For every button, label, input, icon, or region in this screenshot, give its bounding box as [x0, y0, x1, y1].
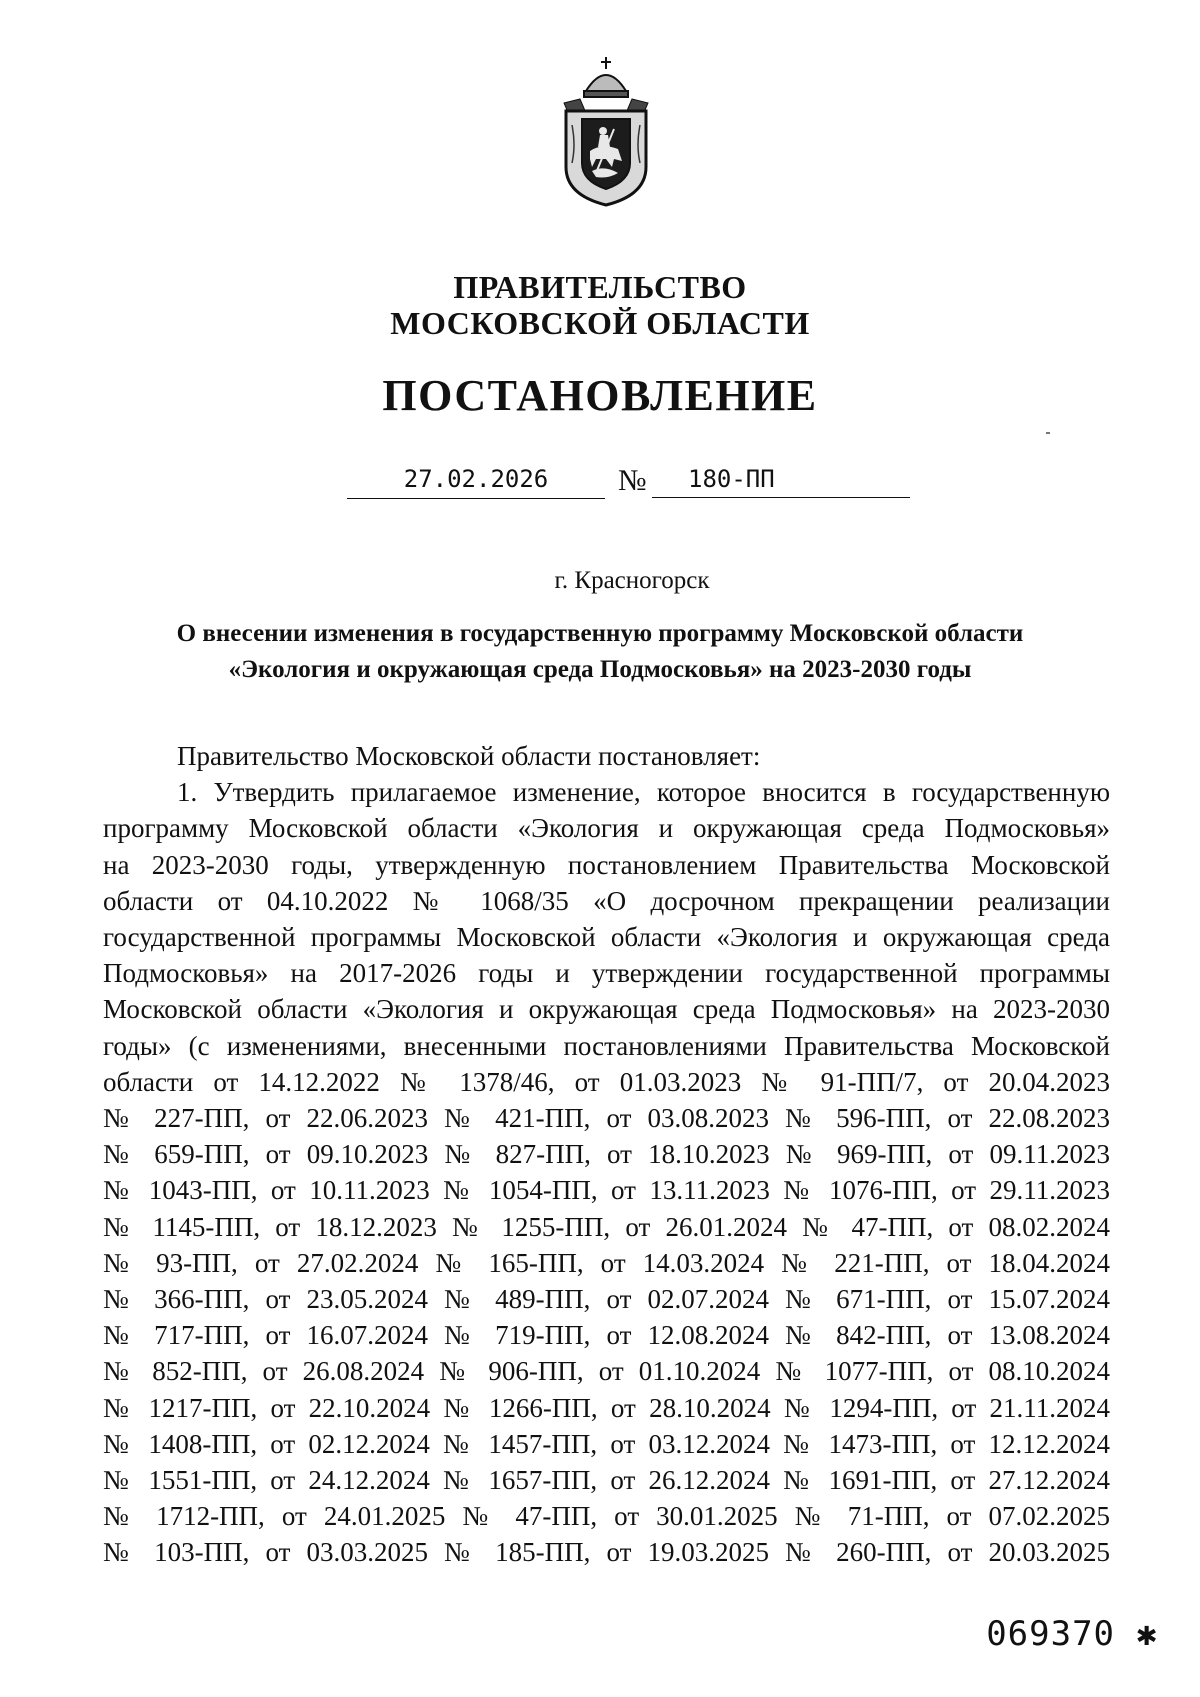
city-of-issue: г. Красногорск: [554, 567, 710, 594]
body-line: Московской области «Экология и окружающая среда Подмосковья» на 2023-2030: [103, 994, 1110, 1025]
body-line: № 717-ПП, от 16.07.2024 № 719-ПП, от 12.08.2024 № 842-ПП, от 13.08.2024: [103, 1320, 1110, 1351]
body-line: № 1712-ПП, от 24.01.2025 № 47-ПП, от 30.01.2025 № 71-ПП, от 07.02.2025: [103, 1501, 1110, 1532]
coat-of-arms-emblem: [556, 55, 656, 207]
body-line: Правительство Московской области постановляет:: [177, 741, 761, 771]
government-name-line-2: МОСКОВСКОЙ ОБЛАСТИ: [390, 305, 810, 341]
serial-number: [986, 1614, 1158, 1654]
document-type: ПОСТАНОВЛЕНИЕ: [382, 371, 818, 420]
body-line: № 1043-ПП, от 10.11.2023 № 1054-ПП, от 13.11.2023 № 1076-ПП, от 29.11.2023: [103, 1175, 1110, 1206]
document-title: [100, 616, 1100, 688]
body-line: № 852-ПП, от 26.08.2024 № 906-ПП, от 01.10.2024 № 1077-ПП, от 08.10.2024: [103, 1356, 1110, 1387]
body-line: № 93-ПП, от 27.02.2024 № 165-ПП, от 14.03.2024 № 221-ПП, от 18.04.2024: [103, 1247, 1110, 1278]
body-line: программу Московской области «Экология и окружающая среда Подмосковья»: [103, 813, 1110, 844]
body-line: № 227-ПП, от 22.06.2023 № 421-ПП, от 03.08.2023 № 596-ПП, от 22.08.2023: [103, 1103, 1110, 1134]
asterisk-icon: ✱: [1136, 1614, 1158, 1654]
body-line: области от 14.12.2022 № 1378/46, от 01.03.2023 № 91-ПП/7, от 20.04.2023: [103, 1066, 1110, 1097]
body-line: государственной программы Московской области «Экология и окружающая среда: [103, 922, 1110, 953]
body-line: № 366-ПП, от 23.05.2024 № 489-ПП, от 02.07.2024 № 671-ПП, от 15.07.2024: [103, 1284, 1110, 1315]
number-sign: №: [618, 464, 647, 497]
body-line: № 1551-ПП, от 24.12.2024 № 1657-ПП, от 26.12.2024 № 1691-ПП, от 27.12.2024: [103, 1465, 1110, 1496]
body-line: № 1408-ПП, от 02.12.2024 № 1457-ПП, от 03.12.2024 № 1473-ПП, от 12.12.2024: [103, 1428, 1110, 1459]
registration-date: 27.02.2026: [347, 460, 605, 499]
document-title-line: «Экология и окружающая среда Подмосковья» на 2023-2030 годы: [228, 656, 972, 683]
scan-speck: [1046, 432, 1050, 434]
registration-number: 180-ПП: [652, 460, 910, 498]
body-line: годы» (с изменениями, внесенными постановлениями Правительства Московской: [103, 1030, 1110, 1061]
body-line: № 1145-ПП, от 18.12.2023 № 1255-ПП, от 26.01.2024 № 47-ПП, от 08.02.2024: [103, 1211, 1110, 1242]
body-line: № 659-ПП, от 09.10.2023 № 827-ПП, от 18.10.2023 № 969-ПП, от 09.11.2023: [103, 1139, 1110, 1170]
serial-number-text: 069370: [986, 1614, 1116, 1654]
body-line: Подмосковья» на 2017-2026 годы и утверждении государственной программы: [103, 958, 1110, 989]
body-line: области от 04.10.2022 № 1068/35 «О досрочном прекращении реализации: [103, 885, 1110, 916]
document-title-line: О внесении изменения в государственную программу Московской области: [176, 620, 1024, 647]
government-name-line-1: ПРАВИТЕЛЬСТВО: [453, 269, 747, 305]
body-line: 1. Утвердить прилагаемое изменение, которое вносится в государственную: [177, 777, 1110, 808]
body-line: № 1217-ПП, от 22.10.2024 № 1266-ПП, от 28.10.2024 № 1294-ПП, от 21.11.2024: [103, 1392, 1110, 1423]
crown-icon: [584, 57, 628, 97]
document-body: [103, 738, 1110, 1571]
body-line: на 2023-2030 годы, утвержденную постановлением Правительства Московской: [103, 849, 1110, 880]
body-line: № 103-ПП, от 03.03.2025 № 185-ПП, от 19.03.2025 № 260-ПП, от 20.03.2025: [103, 1537, 1110, 1568]
